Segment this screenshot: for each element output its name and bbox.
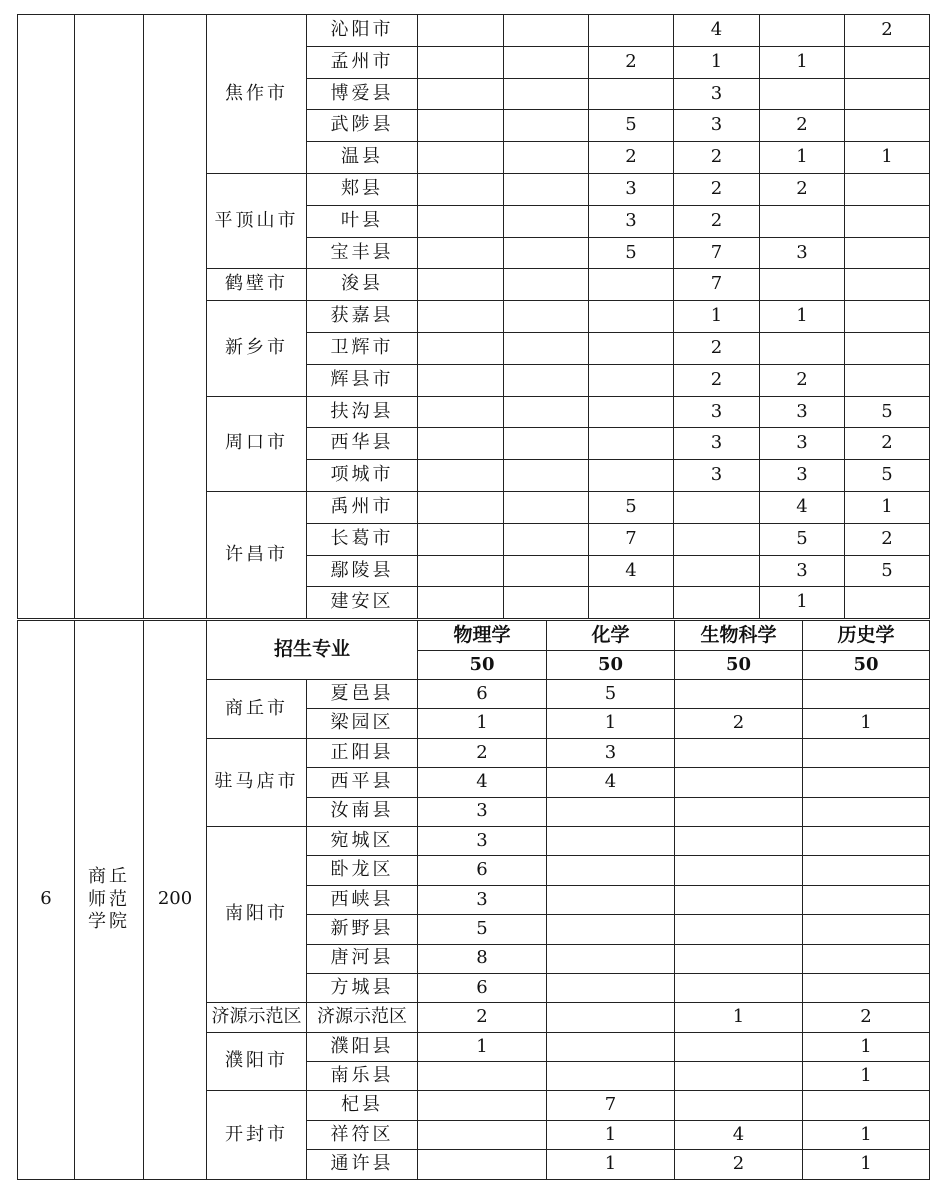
quota-cell: 6 bbox=[418, 973, 547, 1002]
quota-cell bbox=[504, 15, 589, 47]
quota-cell bbox=[803, 680, 930, 709]
quota-cell bbox=[418, 173, 504, 205]
city-cell: 濮阳市 bbox=[207, 1032, 307, 1091]
quota-cell: 1 bbox=[418, 709, 547, 738]
county-cell: 武陟县 bbox=[307, 110, 418, 142]
quota-cell bbox=[675, 768, 803, 797]
quota-cell bbox=[547, 1062, 675, 1091]
county-cell: 沁阳市 bbox=[307, 15, 418, 47]
major-name: 化学 bbox=[547, 621, 675, 651]
quota-cell: 5 bbox=[845, 555, 930, 587]
header-row bbox=[18, 621, 930, 651]
quota-cell: 2 bbox=[675, 1150, 803, 1179]
quota-cell bbox=[803, 885, 930, 914]
quota-cell: 2 bbox=[589, 142, 674, 174]
quota-cell bbox=[504, 301, 589, 333]
quota-cell: 2 bbox=[845, 428, 930, 460]
county-cell: 获嘉县 bbox=[307, 301, 418, 333]
quota-cell bbox=[589, 301, 674, 333]
quota-cell bbox=[675, 856, 803, 885]
quota-cell: 8 bbox=[418, 944, 547, 973]
county-cell: 宛城区 bbox=[307, 826, 418, 855]
quota-cell bbox=[803, 738, 930, 767]
quota-cell bbox=[803, 797, 930, 826]
quota-cell: 1 bbox=[760, 301, 845, 333]
county-cell: 孟州市 bbox=[307, 46, 418, 78]
quota-cell bbox=[675, 973, 803, 1002]
quota-cell: 1 bbox=[845, 491, 930, 523]
quota-cell bbox=[504, 491, 589, 523]
county-cell: 建安区 bbox=[307, 587, 418, 619]
county-cell: 郏县 bbox=[307, 173, 418, 205]
quota-cell bbox=[674, 523, 760, 555]
county-cell: 宝丰县 bbox=[307, 237, 418, 269]
quota-cell: 1 bbox=[547, 709, 675, 738]
city-cell: 许昌市 bbox=[207, 491, 307, 618]
quota-cell bbox=[547, 1003, 675, 1032]
quota-cell bbox=[418, 1091, 547, 1120]
quota-cell: 1 bbox=[547, 1150, 675, 1179]
quota-cell bbox=[803, 915, 930, 944]
quota-cell: 3 bbox=[674, 396, 760, 428]
quota-cell bbox=[418, 237, 504, 269]
quota-cell bbox=[504, 587, 589, 619]
quota-cell bbox=[504, 78, 589, 110]
quota-cell: 2 bbox=[675, 709, 803, 738]
quota-cell bbox=[760, 205, 845, 237]
quota-cell bbox=[504, 142, 589, 174]
quota-cell bbox=[504, 110, 589, 142]
major-header: 招生专业 bbox=[207, 621, 418, 680]
quota-cell bbox=[504, 237, 589, 269]
county-cell: 温县 bbox=[307, 142, 418, 174]
quota-table-part2 bbox=[17, 620, 930, 1180]
quota-cell: 2 bbox=[845, 15, 930, 47]
quota-cell: 2 bbox=[760, 173, 845, 205]
quota-cell bbox=[504, 428, 589, 460]
quota-cell: 5 bbox=[547, 680, 675, 709]
county-cell: 叶县 bbox=[307, 205, 418, 237]
quota-cell bbox=[418, 460, 504, 492]
quota-cell bbox=[504, 269, 589, 301]
quota-cell: 4 bbox=[760, 491, 845, 523]
quota-cell bbox=[504, 173, 589, 205]
quota-cell: 3 bbox=[589, 205, 674, 237]
quota-cell bbox=[675, 885, 803, 914]
quota-cell: 5 bbox=[418, 915, 547, 944]
county-cell: 西峡县 bbox=[307, 885, 418, 914]
quota-cell bbox=[845, 46, 930, 78]
quota-cell bbox=[418, 1120, 547, 1149]
quota-cell bbox=[675, 915, 803, 944]
quota-cell: 6 bbox=[418, 856, 547, 885]
quota-cell: 4 bbox=[547, 768, 675, 797]
quota-cell bbox=[418, 110, 504, 142]
quota-cell: 1 bbox=[845, 142, 930, 174]
quota-cell bbox=[418, 78, 504, 110]
quota-cell bbox=[504, 555, 589, 587]
quota-cell bbox=[418, 555, 504, 587]
quota-cell: 3 bbox=[760, 396, 845, 428]
quota-cell: 3 bbox=[418, 826, 547, 855]
quota-cell bbox=[803, 856, 930, 885]
quota-cell bbox=[674, 555, 760, 587]
county-cell: 卧龙区 bbox=[307, 856, 418, 885]
quota-cell bbox=[845, 110, 930, 142]
quota-cell: 3 bbox=[674, 78, 760, 110]
school-cell: 商丘师范学院 bbox=[75, 621, 144, 1180]
quota-cell bbox=[589, 428, 674, 460]
quota-cell bbox=[675, 797, 803, 826]
school-cell bbox=[75, 15, 144, 619]
table-row bbox=[18, 15, 930, 47]
quota-cell bbox=[845, 173, 930, 205]
quota-cell bbox=[418, 491, 504, 523]
quota-cell: 3 bbox=[418, 797, 547, 826]
quota-cell bbox=[589, 460, 674, 492]
quota-cell bbox=[547, 856, 675, 885]
quota-cell bbox=[845, 78, 930, 110]
quota-cell: 1 bbox=[803, 1062, 930, 1091]
quota-cell: 3 bbox=[418, 885, 547, 914]
quota-cell: 5 bbox=[589, 491, 674, 523]
quota-cell: 5 bbox=[760, 523, 845, 555]
quota-cell: 5 bbox=[589, 237, 674, 269]
quota-cell bbox=[674, 587, 760, 619]
quota-cell bbox=[675, 738, 803, 767]
quota-cell bbox=[418, 46, 504, 78]
quota-cell bbox=[760, 332, 845, 364]
city-cell: 鹤壁市 bbox=[207, 269, 307, 301]
quota-cell bbox=[418, 205, 504, 237]
county-cell: 项城市 bbox=[307, 460, 418, 492]
county-cell: 方城县 bbox=[307, 973, 418, 1002]
quota-cell bbox=[504, 205, 589, 237]
quota-cell: 2 bbox=[418, 1003, 547, 1032]
county-cell: 卫辉市 bbox=[307, 332, 418, 364]
quota-cell: 7 bbox=[589, 523, 674, 555]
county-cell: 通许县 bbox=[307, 1150, 418, 1179]
quota-cell bbox=[418, 332, 504, 364]
quota-cell: 4 bbox=[418, 768, 547, 797]
major-quota: 50 bbox=[803, 651, 930, 680]
county-cell: 杞县 bbox=[307, 1091, 418, 1120]
quota-cell bbox=[675, 826, 803, 855]
quota-cell: 5 bbox=[845, 396, 930, 428]
county-cell: 博爱县 bbox=[307, 78, 418, 110]
county-cell: 禹州市 bbox=[307, 491, 418, 523]
quota-cell: 2 bbox=[674, 205, 760, 237]
quota-cell: 1 bbox=[674, 46, 760, 78]
quota-cell bbox=[504, 460, 589, 492]
county-cell: 新野县 bbox=[307, 915, 418, 944]
quota-cell: 1 bbox=[803, 1120, 930, 1149]
city-cell: 新乡市 bbox=[207, 301, 307, 396]
quota-cell: 5 bbox=[589, 110, 674, 142]
index-cell bbox=[18, 15, 75, 619]
quota-cell bbox=[845, 237, 930, 269]
county-cell: 汝南县 bbox=[307, 797, 418, 826]
quota-cell bbox=[504, 364, 589, 396]
city-cell: 开封市 bbox=[207, 1091, 307, 1179]
city-cell: 济源示范区 bbox=[207, 1003, 307, 1032]
quota-cell: 4 bbox=[589, 555, 674, 587]
quota-cell bbox=[547, 915, 675, 944]
quota-cell bbox=[418, 142, 504, 174]
quota-cell: 1 bbox=[803, 709, 930, 738]
county-cell: 扶沟县 bbox=[307, 396, 418, 428]
quota-cell: 3 bbox=[547, 738, 675, 767]
total-cell bbox=[144, 15, 207, 619]
quota-cell bbox=[760, 15, 845, 47]
quota-cell bbox=[589, 587, 674, 619]
quota-cell bbox=[418, 587, 504, 619]
county-cell: 西华县 bbox=[307, 428, 418, 460]
quota-cell bbox=[547, 944, 675, 973]
quota-cell bbox=[675, 944, 803, 973]
quota-cell: 7 bbox=[674, 237, 760, 269]
quota-cell: 1 bbox=[675, 1003, 803, 1032]
county-cell: 唐河县 bbox=[307, 944, 418, 973]
quota-cell bbox=[760, 269, 845, 301]
quota-cell: 1 bbox=[760, 587, 845, 619]
major-quota: 50 bbox=[547, 651, 675, 680]
quota-cell bbox=[589, 269, 674, 301]
quota-cell: 2 bbox=[674, 332, 760, 364]
quota-cell bbox=[803, 973, 930, 1002]
quota-cell: 2 bbox=[418, 738, 547, 767]
quota-cell bbox=[418, 269, 504, 301]
quota-cell bbox=[675, 680, 803, 709]
quota-cell bbox=[547, 885, 675, 914]
quota-cell bbox=[547, 826, 675, 855]
quota-cell bbox=[803, 1091, 930, 1120]
county-cell: 长葛市 bbox=[307, 523, 418, 555]
quota-cell: 1 bbox=[760, 142, 845, 174]
quota-cell bbox=[504, 332, 589, 364]
quota-cell: 3 bbox=[674, 110, 760, 142]
major-name: 物理学 bbox=[418, 621, 547, 651]
quota-cell bbox=[589, 364, 674, 396]
quota-cell: 3 bbox=[674, 460, 760, 492]
quota-cell bbox=[803, 826, 930, 855]
quota-cell: 1 bbox=[418, 1032, 547, 1061]
quota-cell: 6 bbox=[418, 680, 547, 709]
quota-cell bbox=[675, 1062, 803, 1091]
quota-cell: 5 bbox=[845, 460, 930, 492]
quota-cell bbox=[418, 1062, 547, 1091]
quota-table-part1 bbox=[17, 14, 930, 619]
quota-cell bbox=[418, 428, 504, 460]
county-cell: 鄢陵县 bbox=[307, 555, 418, 587]
quota-cell bbox=[547, 1032, 675, 1061]
quota-cell: 2 bbox=[845, 523, 930, 555]
county-cell: 浚县 bbox=[307, 269, 418, 301]
county-cell: 济源示范区 bbox=[307, 1003, 418, 1032]
quota-cell bbox=[675, 1091, 803, 1120]
city-cell: 驻马店市 bbox=[207, 738, 307, 826]
quota-cell bbox=[674, 491, 760, 523]
quota-cell bbox=[845, 364, 930, 396]
quota-cell bbox=[760, 78, 845, 110]
quota-cell bbox=[418, 15, 504, 47]
quota-cell bbox=[418, 523, 504, 555]
quota-cell: 3 bbox=[760, 237, 845, 269]
quota-cell bbox=[845, 332, 930, 364]
quota-cell: 2 bbox=[674, 364, 760, 396]
quota-cell bbox=[803, 944, 930, 973]
quota-cell bbox=[845, 205, 930, 237]
quota-cell: 4 bbox=[674, 15, 760, 47]
quota-cell bbox=[504, 396, 589, 428]
quota-cell: 1 bbox=[547, 1120, 675, 1149]
county-cell: 西平县 bbox=[307, 768, 418, 797]
quota-cell: 1 bbox=[803, 1032, 930, 1061]
city-cell: 商丘市 bbox=[207, 680, 307, 739]
county-cell: 祥符区 bbox=[307, 1120, 418, 1149]
county-cell: 濮阳县 bbox=[307, 1032, 418, 1061]
quota-cell: 2 bbox=[589, 46, 674, 78]
quota-cell: 3 bbox=[760, 555, 845, 587]
quota-cell: 3 bbox=[674, 428, 760, 460]
quota-cell: 2 bbox=[674, 173, 760, 205]
city-cell: 周口市 bbox=[207, 396, 307, 491]
county-cell: 南乐县 bbox=[307, 1062, 418, 1091]
quota-cell bbox=[547, 797, 675, 826]
major-name: 生物科学 bbox=[675, 621, 803, 651]
quota-cell bbox=[418, 364, 504, 396]
quota-cell: 1 bbox=[760, 46, 845, 78]
quota-cell bbox=[589, 15, 674, 47]
quota-cell bbox=[589, 78, 674, 110]
city-cell: 焦作市 bbox=[207, 15, 307, 174]
quota-cell bbox=[845, 301, 930, 333]
county-cell: 正阳县 bbox=[307, 738, 418, 767]
quota-cell bbox=[547, 973, 675, 1002]
quota-cell bbox=[504, 523, 589, 555]
county-cell: 梁园区 bbox=[307, 709, 418, 738]
major-quota: 50 bbox=[675, 651, 803, 680]
quota-cell: 2 bbox=[803, 1003, 930, 1032]
quota-cell: 3 bbox=[589, 173, 674, 205]
quota-cell: 4 bbox=[675, 1120, 803, 1149]
quota-cell: 3 bbox=[760, 428, 845, 460]
quota-cell bbox=[418, 301, 504, 333]
total-cell: 200 bbox=[144, 621, 207, 1180]
index-cell: 6 bbox=[18, 621, 75, 1180]
quota-cell: 1 bbox=[803, 1150, 930, 1179]
quota-cell: 3 bbox=[760, 460, 845, 492]
quota-cell bbox=[845, 269, 930, 301]
quota-cell bbox=[589, 396, 674, 428]
major-name: 历史学 bbox=[803, 621, 930, 651]
quota-cell bbox=[589, 332, 674, 364]
quota-cell: 1 bbox=[674, 301, 760, 333]
major-quota: 50 bbox=[418, 651, 547, 680]
quota-cell: 7 bbox=[674, 269, 760, 301]
quota-cell bbox=[675, 1032, 803, 1061]
city-cell: 平顶山市 bbox=[207, 173, 307, 268]
quota-cell bbox=[418, 1150, 547, 1179]
city-cell: 南阳市 bbox=[207, 826, 307, 1002]
quota-cell bbox=[803, 768, 930, 797]
county-cell: 夏邑县 bbox=[307, 680, 418, 709]
quota-cell: 2 bbox=[760, 110, 845, 142]
quota-cell bbox=[504, 46, 589, 78]
quota-cell bbox=[418, 396, 504, 428]
quota-cell: 2 bbox=[760, 364, 845, 396]
quota-cell: 2 bbox=[674, 142, 760, 174]
quota-cell bbox=[845, 587, 930, 619]
county-cell: 辉县市 bbox=[307, 364, 418, 396]
quota-cell: 7 bbox=[547, 1091, 675, 1120]
